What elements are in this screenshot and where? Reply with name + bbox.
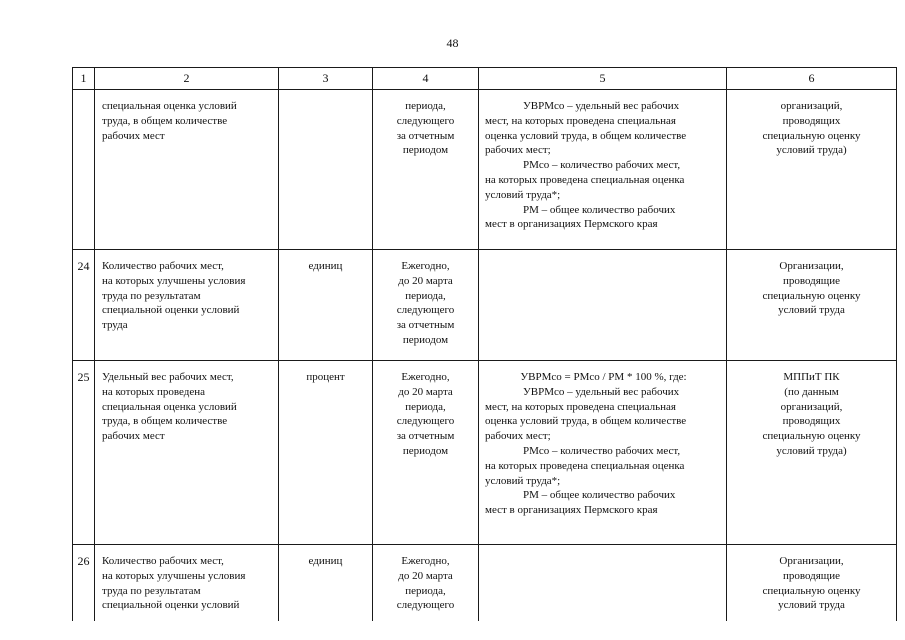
column-header: 5	[479, 68, 727, 90]
row-number-cell: 26	[73, 545, 95, 622]
cell-line: следующего	[396, 114, 455, 127]
cell-line: специальная оценка условий	[102, 400, 237, 413]
cell-line: проводящих	[782, 415, 841, 428]
cell-line: следующего	[396, 599, 455, 612]
unit-cell	[279, 361, 373, 545]
cell-line: до 20 марта	[398, 385, 453, 398]
cell-line: рабочих мест;	[485, 430, 551, 443]
unit-cell	[279, 90, 373, 250]
cell-line: РМ – общее количество рабочих	[523, 489, 676, 502]
cell-line: на которых улучшены условия	[102, 274, 246, 287]
cell-line: специальную оценку	[762, 129, 861, 142]
cell-line: процент	[306, 371, 345, 383]
page-number: 48	[446, 36, 459, 50]
cell-line: периода,	[405, 100, 446, 112]
cell-line: на которых проведена	[102, 385, 205, 398]
cell-line: за отчетным	[396, 430, 455, 443]
formula-cell	[479, 90, 727, 250]
cell-line: до 20 марта	[398, 274, 453, 287]
indicator-name-cell	[95, 361, 279, 545]
cell-line: на которых улучшены условия	[102, 569, 246, 582]
cell-line: до 20 марта	[398, 569, 453, 582]
cell-line: организаций,	[780, 400, 843, 413]
cell-line: РМсо – количество рабочих мест,	[523, 159, 681, 172]
period-cell	[373, 361, 479, 545]
cell-line: условий труда	[778, 304, 845, 317]
unit-cell	[279, 250, 373, 361]
cell-line: труда	[102, 319, 128, 332]
formula-cell	[479, 250, 727, 361]
cell-line: рабочих мест	[102, 129, 165, 142]
column-header: 3	[279, 68, 373, 90]
indicator-name-cell	[95, 545, 279, 622]
cell-line: условий труда	[778, 599, 845, 612]
cell-line: Удельный вес рабочих мест,	[102, 371, 234, 383]
table-row	[73, 90, 897, 250]
indicator-name-cell	[95, 250, 279, 361]
cell-line: УВРМсо – удельный вес рабочих	[523, 100, 680, 112]
period-cell	[373, 545, 479, 622]
indicators-table	[72, 67, 897, 621]
column-header: 1	[73, 68, 95, 90]
cell-line: труда по результатам	[102, 584, 201, 597]
cell-line: мест, на которых проведена специальная	[485, 114, 676, 127]
cell-line: за отчетным	[396, 319, 455, 332]
cell-line: РМ – общее количество рабочих	[523, 203, 676, 216]
cell-line: следующего	[396, 304, 455, 317]
row-number-cell	[73, 90, 95, 250]
cell-line: периода,	[405, 400, 446, 413]
source-cell	[727, 545, 897, 622]
cell-line: проводящие	[782, 569, 841, 582]
cell-line: мест, на которых проведена специальная	[485, 400, 676, 413]
period-cell	[373, 90, 479, 250]
cell-line: РМсо – количество рабочих мест,	[523, 444, 681, 457]
column-header: 2	[95, 68, 279, 90]
cell-line: условий труда)	[776, 444, 847, 457]
cell-line: оценка условий труда, в общем количестве	[485, 129, 687, 142]
table-row	[73, 250, 897, 361]
cell-line: рабочих мест	[102, 430, 165, 443]
cell-line: мест в организациях Пермского края	[485, 504, 658, 517]
cell-line: (по данным	[784, 385, 839, 398]
cell-line: единиц	[308, 555, 343, 567]
row-number-cell: 24	[73, 250, 95, 361]
cell-line: УВРМсо – удельный вес рабочих	[523, 385, 680, 398]
cell-line: периодом	[402, 144, 449, 157]
cell-line: проводящих	[782, 114, 841, 127]
cell-line: Ежегодно,	[401, 260, 450, 272]
cell-line: Организации,	[779, 260, 844, 272]
cell-line: проводящие	[782, 274, 841, 287]
cell-line: труда по результатам	[102, 289, 201, 302]
cell-line: условий труда*;	[485, 188, 561, 201]
cell-line: условий труда*;	[485, 474, 561, 487]
cell-line: на которых проведена специальная оценка	[485, 173, 685, 186]
cell-line: труда, в общем количестве	[102, 114, 228, 127]
indicator-name-cell	[95, 90, 279, 250]
cell-line: периодом	[402, 444, 449, 457]
cell-line: Организации,	[779, 555, 844, 567]
cell-line: специальной оценки условий	[102, 599, 240, 612]
cell-line: следующего	[396, 415, 455, 428]
cell-line: условий труда)	[776, 144, 847, 157]
cell-line: специальную оценку	[762, 289, 861, 302]
cell-line: МППиТ ПК	[783, 371, 840, 383]
source-cell	[727, 250, 897, 361]
cell-line: оценка условий труда, в общем количестве	[485, 415, 687, 428]
cell-line: периодом	[402, 333, 449, 346]
column-header: 6	[727, 68, 897, 90]
cell-line: специальная оценка условий	[102, 100, 237, 112]
cell-line: УВРМсо = РМсо / РМ * 100 %, где:	[520, 371, 687, 383]
table-row	[73, 361, 897, 545]
cell-line: мест в организациях Пермского края	[485, 218, 658, 231]
unit-cell	[279, 545, 373, 622]
formula-cell	[479, 545, 727, 622]
period-cell	[373, 250, 479, 361]
cell-line: специальную оценку	[762, 430, 861, 443]
cell-line: организаций,	[780, 100, 843, 112]
cell-line: единиц	[308, 260, 343, 272]
formula-cell	[479, 361, 727, 545]
table-header-row	[73, 68, 897, 90]
column-header: 4	[373, 68, 479, 90]
cell-line: труда, в общем количестве	[102, 415, 228, 428]
cell-line: специальную оценку	[762, 584, 861, 597]
cell-line: рабочих мест;	[485, 144, 551, 157]
cell-line: за отчетным	[396, 129, 455, 142]
cell-line: периода,	[405, 584, 446, 597]
source-cell	[727, 361, 897, 545]
table-row	[73, 545, 897, 622]
cell-line: периода,	[405, 289, 446, 302]
cell-line: Ежегодно,	[401, 555, 450, 567]
cell-line: специальной оценки условий	[102, 304, 240, 317]
source-cell	[727, 90, 897, 250]
cell-line: Ежегодно,	[401, 371, 450, 383]
cell-line: на которых проведена специальная оценка	[485, 459, 685, 472]
cell-line: Количество рабочих мест,	[102, 555, 224, 567]
cell-line: Количество рабочих мест,	[102, 260, 224, 272]
row-number-cell: 25	[73, 361, 95, 545]
